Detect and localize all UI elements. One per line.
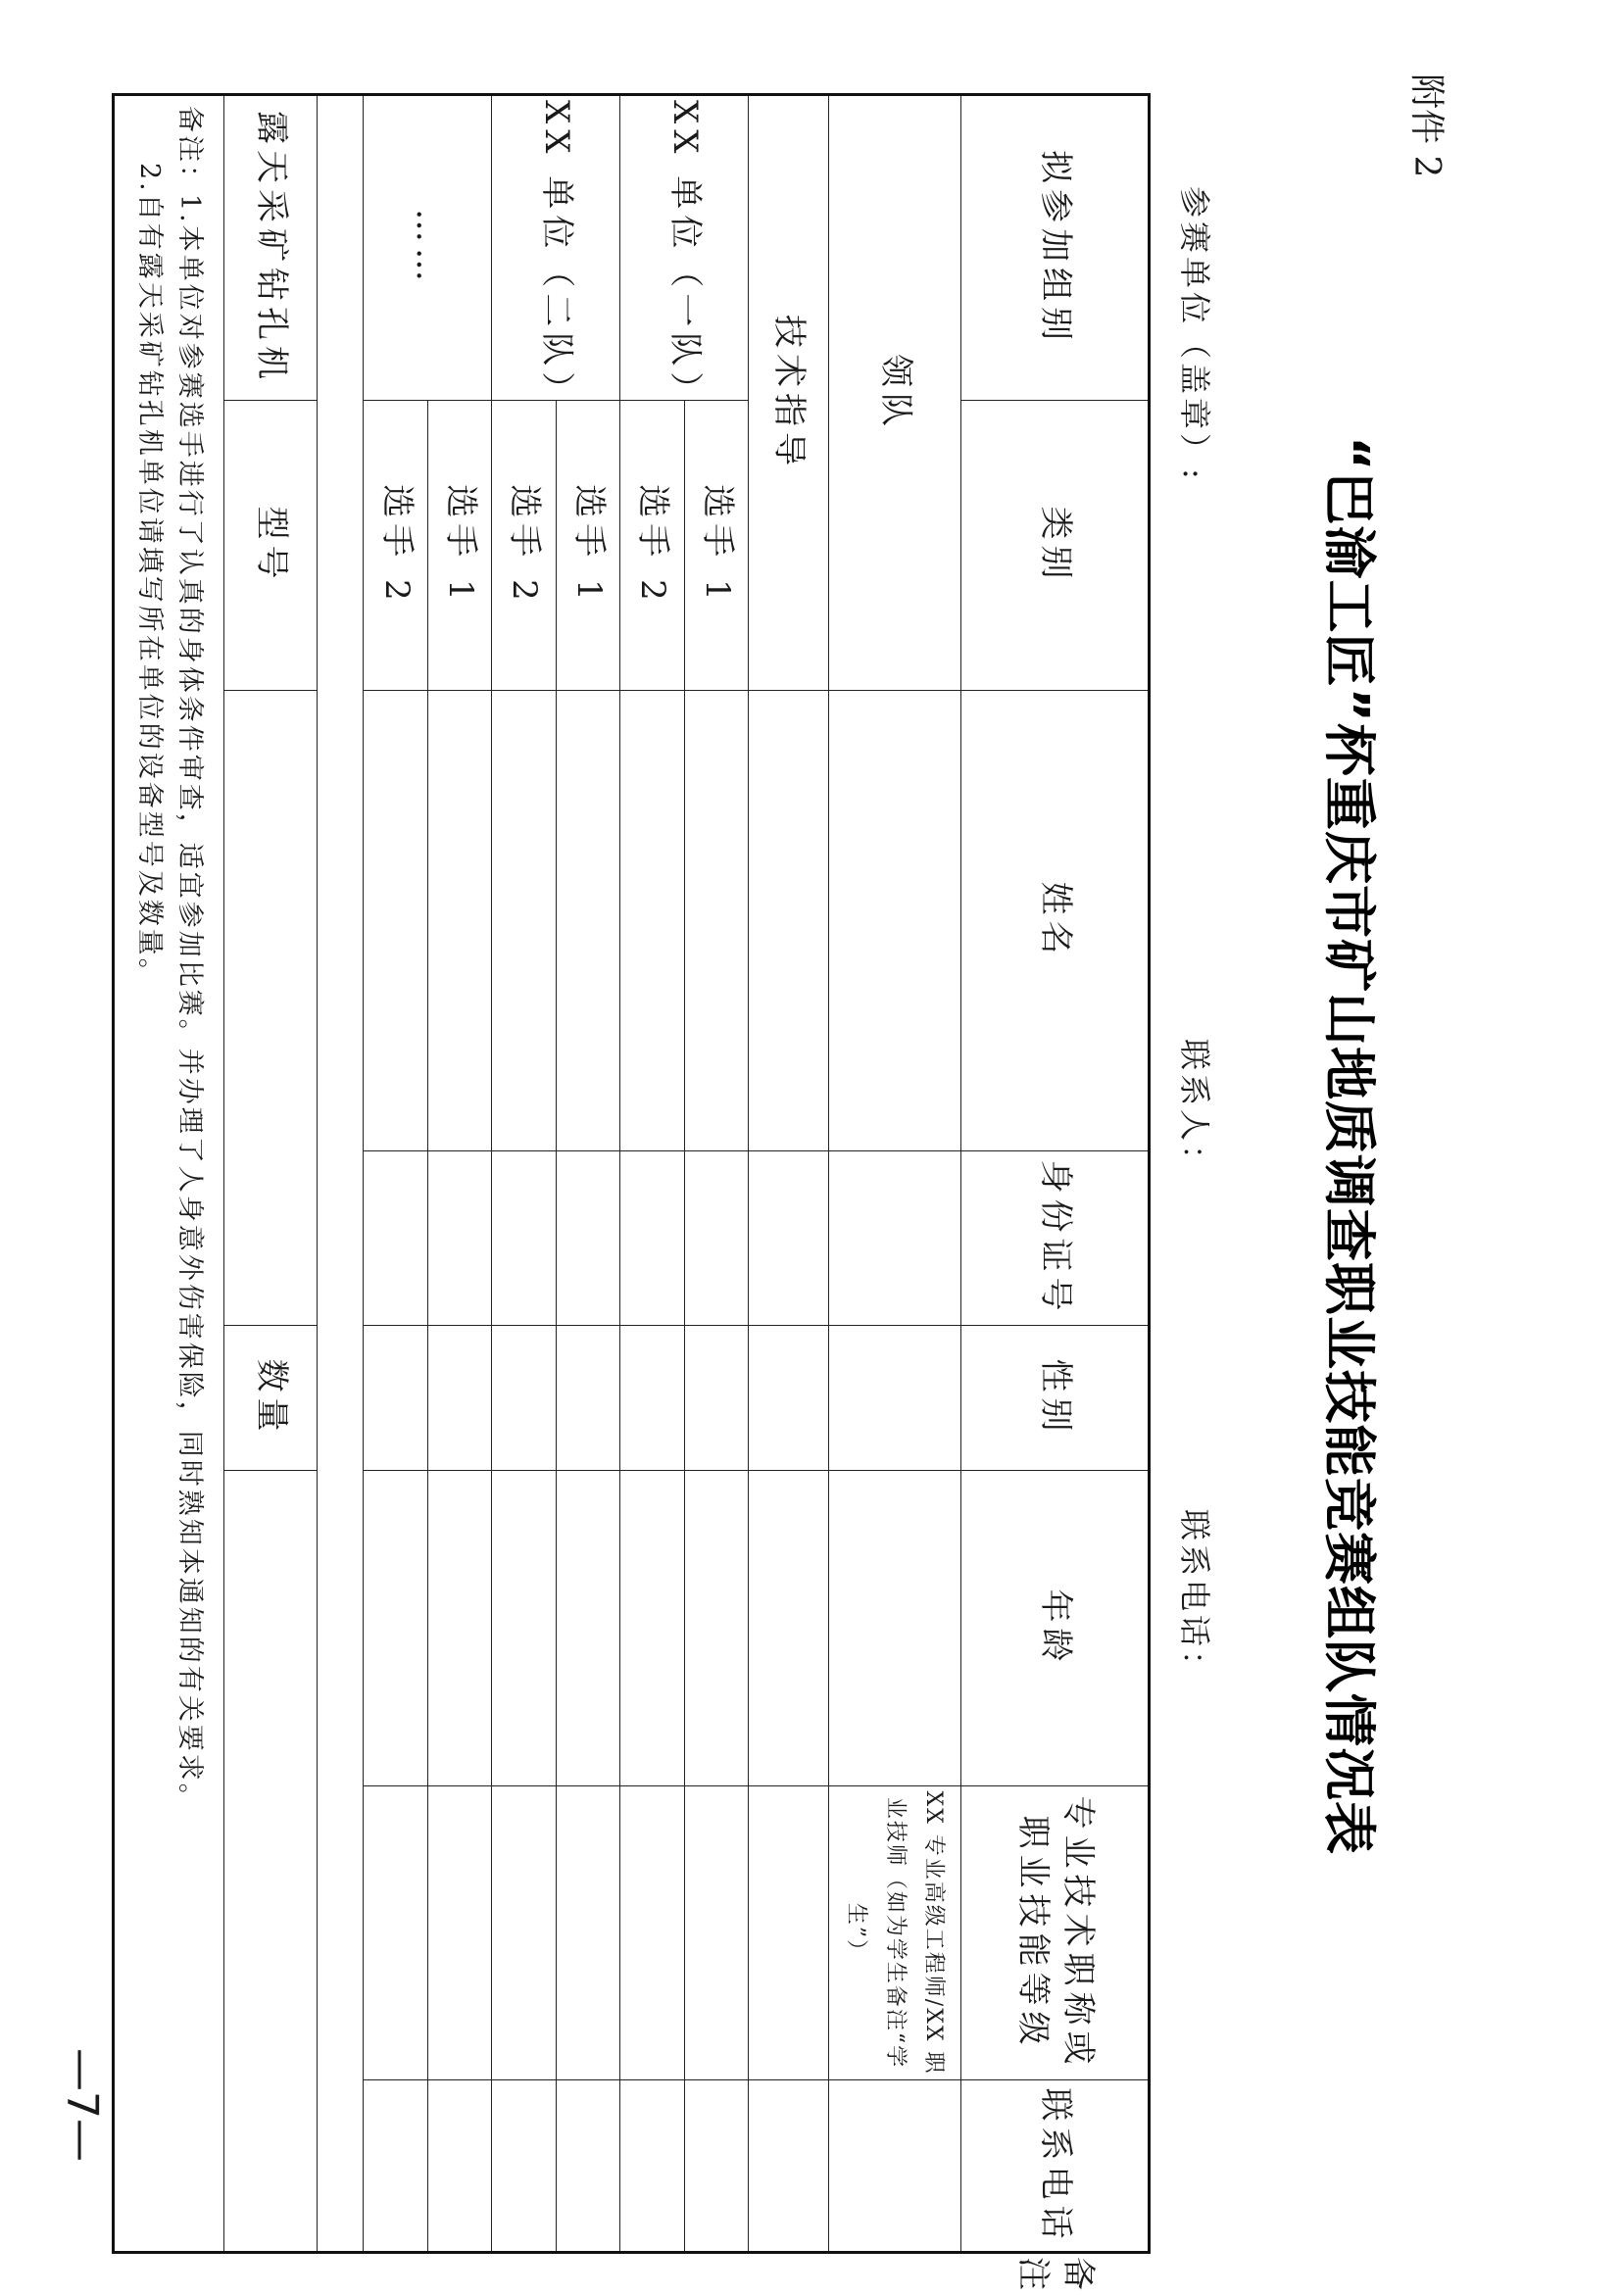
note-line-2: 2.自有露天采矿钻孔机单位请填写所在单位的设备型号及数量。 <box>133 163 165 988</box>
leader-label: 领队 <box>828 95 961 691</box>
player1-label: 选手 1 <box>684 401 748 691</box>
blank-cell[interactable] <box>317 95 363 2253</box>
cell-phone[interactable] <box>828 2080 961 2253</box>
cell-name[interactable] <box>620 691 684 1151</box>
table-header-row: 拟参加组别 类别 姓名 身份证号 性别 年龄 专业技术职称或职业技能等级 联系电话 备注 <box>961 95 1150 2253</box>
cell-gender[interactable] <box>828 1326 961 1471</box>
contact-field-label: 联系人： <box>1176 1039 1213 1181</box>
table-row <box>427 95 491 2253</box>
header-gender: 性别 <box>961 1326 1150 1471</box>
cell-id-number[interactable] <box>749 1151 828 1326</box>
note-line-1: 备注：1.本单位对参赛选手进行了认真的身体条件审查，适宜参加比赛。并办理了人身意外伤害保险，同时熟知本通知的有关要求。 <box>174 106 206 1813</box>
cell-phone[interactable] <box>620 2080 684 2253</box>
cell-title-level[interactable] <box>364 1786 427 2080</box>
table-row-leader <box>828 95 961 2253</box>
drill-quantity-label: 数量 <box>224 1326 318 1471</box>
cell-id-number[interactable] <box>828 1151 961 1326</box>
cell-gender[interactable] <box>620 1326 684 1471</box>
cell-name[interactable] <box>427 691 491 1151</box>
unit-field-label: 参赛单位（盖章）: <box>1176 186 1213 483</box>
cell-name[interactable] <box>492 691 556 1151</box>
drill-quantity-value[interactable] <box>224 1471 318 2253</box>
cell-name[interactable] <box>556 691 619 1151</box>
cell-id-number[interactable] <box>556 1151 619 1326</box>
cell-id-number[interactable] <box>427 1151 491 1326</box>
header-group: 拟参加组别 <box>961 95 1150 401</box>
cell-title-level[interactable] <box>620 1786 684 2080</box>
cell-age[interactable] <box>620 1471 684 1786</box>
phone-field-label: 联系电话： <box>1176 1509 1213 1686</box>
table-row <box>684 95 748 2253</box>
header-title-level: 专业技术职称或职业技能等级 <box>961 1786 1150 2080</box>
cell-id-number[interactable] <box>684 1151 748 1326</box>
cell-gender[interactable] <box>749 1326 828 1471</box>
cell-gender[interactable] <box>556 1326 619 1471</box>
cell-phone[interactable] <box>556 2080 619 2253</box>
cell-phone[interactable] <box>492 2080 556 2253</box>
team-registration-table <box>112 93 1151 2296</box>
cell-title-level[interactable] <box>556 1786 619 2080</box>
header-phone: 联系电话 <box>961 2080 1150 2253</box>
cell-id-number[interactable] <box>492 1151 556 1326</box>
title-example-text: XX 专业高级工程师/XX 职业技师（如为学生备注“学生”） <box>828 1786 961 2080</box>
team1-label: XX 单位（一队） <box>620 95 749 401</box>
table-row-notes <box>114 95 224 2253</box>
table-row-tech-guide <box>749 95 828 2253</box>
drill-label: 露天采矿钻孔机 <box>224 95 318 401</box>
cell-name[interactable] <box>749 691 828 1151</box>
cell-name[interactable] <box>364 691 427 1151</box>
cell-id-number[interactable] <box>620 1151 684 1326</box>
team2-label: XX 单位（二队） <box>492 95 620 401</box>
drill-model-label: 型号 <box>224 401 318 691</box>
cell-age[interactable] <box>684 1471 748 1786</box>
cell-title-level[interactable] <box>684 1786 748 2080</box>
cell-name[interactable] <box>828 691 961 1151</box>
header-age: 年龄 <box>961 1471 1150 1786</box>
table-row <box>492 95 556 2253</box>
cell-title-level[interactable] <box>492 1786 556 2080</box>
notes-cell <box>114 95 224 2253</box>
cell-age[interactable] <box>364 1471 427 1786</box>
page-title: “巴渝工匠”杯重庆市矿山地质调查职业技能竞赛组队情况表 <box>1318 436 1380 1855</box>
table-row-blank <box>317 95 363 2253</box>
cell-age[interactable] <box>556 1471 619 1786</box>
player2-label: 选手 2 <box>492 401 556 691</box>
cell-age[interactable] <box>749 1471 828 1786</box>
drill-model-value[interactable] <box>224 691 318 1326</box>
cell-phone[interactable] <box>364 2080 427 2253</box>
table-row <box>364 95 427 2253</box>
annex-label: 附件 2 <box>1406 73 1447 178</box>
cell-name[interactable] <box>684 691 748 1151</box>
ellipsis-label: …… <box>364 95 492 401</box>
table-row-drill <box>224 95 318 2253</box>
player2-label: 选手 2 <box>620 401 684 691</box>
cell-gender[interactable] <box>684 1326 748 1471</box>
header-category: 类别 <box>961 401 1150 691</box>
cell-age[interactable] <box>427 1471 491 1786</box>
player1-label: 选手 1 <box>427 401 491 691</box>
cell-gender[interactable] <box>492 1326 556 1471</box>
cell-phone[interactable] <box>749 2080 828 2253</box>
table-row <box>556 95 619 2253</box>
cell-age[interactable] <box>828 1471 961 1786</box>
header-name: 姓名 <box>961 691 1150 1151</box>
player2-label: 选手 2 <box>364 401 427 691</box>
cell-gender[interactable] <box>427 1326 491 1471</box>
cell-title-level[interactable] <box>427 1786 491 2080</box>
cell-gender[interactable] <box>364 1326 427 1471</box>
cell-id-number[interactable] <box>364 1151 427 1326</box>
cell-phone[interactable] <box>427 2080 491 2253</box>
cell-phone[interactable] <box>684 2080 748 2253</box>
header-id-number: 身份证号 <box>961 1151 1150 1326</box>
page-number: —7— <box>57 2048 107 2162</box>
player1-label: 选手 1 <box>556 401 619 691</box>
cell-title-level[interactable] <box>749 1786 828 2080</box>
cell-age[interactable] <box>492 1471 556 1786</box>
table-row <box>620 95 684 2253</box>
tech-guide-label: 技术指导 <box>749 95 828 691</box>
